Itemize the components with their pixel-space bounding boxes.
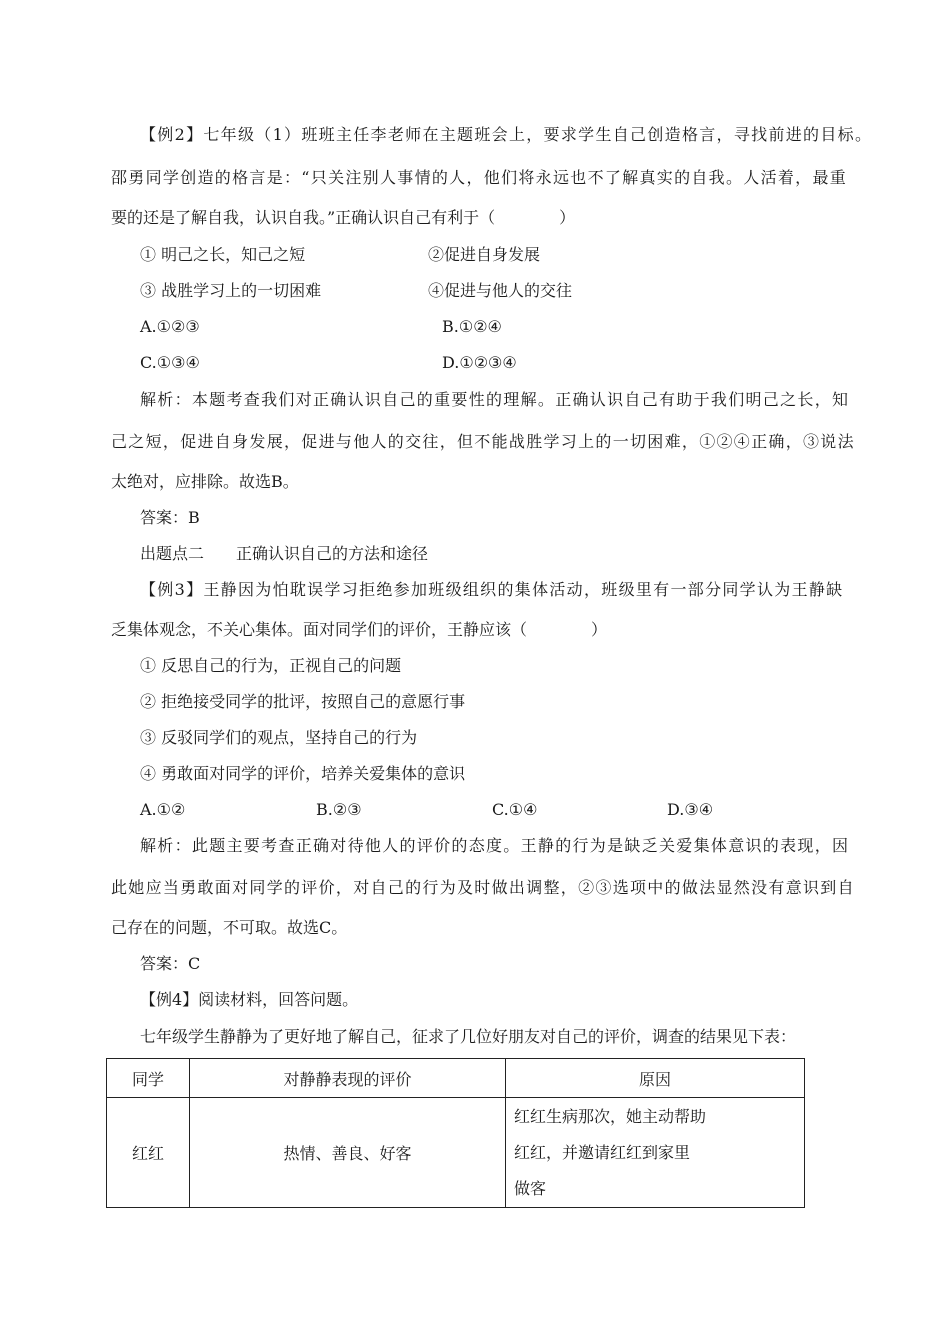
example2-analysis-line2: 己之短，促进自身发展，促进与他人的交往，但不能战胜学习上的一切困难，①②④正确，③说法 xyxy=(111,432,855,451)
example3-choice-b: B.②③ xyxy=(316,800,362,819)
reason-line: 做客 xyxy=(514,1178,547,1198)
section-label: 出题点二 xyxy=(140,544,205,563)
option-statement-4: ④促进与他人的交往 xyxy=(428,281,573,300)
table-row xyxy=(107,1098,805,1208)
example2-analysis-line3: 太绝对，应排除。故选B。 xyxy=(111,472,299,491)
example2-answer: 答案：B xyxy=(140,508,200,527)
section-title: 正确认识自己的方法和途径 xyxy=(236,544,429,563)
example3-choice-d: D.③④ xyxy=(667,800,714,819)
example2-question-line2: 邵勇同学创造的格言是：“只关注别人事情的人，他们将永远也不了解真实的自我。人活着，最重 xyxy=(111,168,848,187)
choice-a: A.①②③ xyxy=(140,317,200,336)
example3-analysis-line2: 此她应当勇敢面对同学的评价，对自己的行为及时做出调整，②③选项中的做法显然没有意识到自 xyxy=(111,878,855,897)
example3-choice-a: A.①② xyxy=(140,800,186,819)
example3-statement-4: ④ 勇敢面对同学的评价，培养关爱集体的意识 xyxy=(140,764,466,783)
example3-statement-2: ② 拒绝接受同学的批评，按照自己的意愿行事 xyxy=(140,692,466,711)
example3-question-line2: 乏集体观念，不关心集体。面对同学们的评价，王静应该（ ） xyxy=(111,620,608,639)
example4-title: 【例4】阅读材料，回答问题。 xyxy=(140,990,359,1009)
cell-classmate: 红红 xyxy=(107,1098,190,1208)
evaluation-table xyxy=(106,1058,805,1208)
example2-analysis-line1: 解析：本题考查我们对正确认识自己的重要性的理解。正确认识自己有助于我们明己之长，知 xyxy=(140,390,850,409)
example2-question-line1: 【例2】七年级（1）班班主任李老师在主题班会上，要求学生自己创造格言，寻找前进的目标。 xyxy=(140,125,873,144)
reason-line: 红红生病那次，她主动帮助 xyxy=(514,1106,707,1126)
example2-question-line3: 要的还是了解自我，认识自我。”正确认识自己有利于（ ） xyxy=(111,208,576,227)
cell-evaluation: 热情、善良、好客 xyxy=(190,1098,506,1208)
choice-d: D.①②③④ xyxy=(442,353,517,372)
choice-c: C.①③④ xyxy=(140,353,200,372)
example3-statement-1: ① 反思自己的行为，正视自己的问题 xyxy=(140,656,402,675)
option-statement-2: ②促进自身发展 xyxy=(428,245,541,264)
option-statement-3: ③ 战胜学习上的一切困难 xyxy=(140,281,322,300)
example3-question-line1: 【例3】王静因为怕耽误学习拒绝参加班级组织的集体活动，班级里有一部分同学认为王静缺 xyxy=(140,580,844,599)
example3-analysis-line3: 己存在的问题，不可取。故选C。 xyxy=(111,918,348,937)
header-classmate: 同学 xyxy=(107,1059,190,1098)
header-evaluation: 对静静表现的评价 xyxy=(190,1059,506,1098)
example3-analysis-line1: 解析：此题主要考查正确对待他人的评价的态度。王静的行为是缺乏关爱集体意识的表现，因 xyxy=(140,836,850,855)
example4-intro: 七年级学生静静为了更好地了解自己，征求了几位好朋友对自己的评价，调查的结果见下表： xyxy=(140,1027,797,1046)
option-statement-1: ① 明己之长，知己之短 xyxy=(140,245,306,264)
header-reason: 原因 xyxy=(506,1059,805,1098)
example3-answer: 答案：C xyxy=(140,954,201,973)
table-header-row xyxy=(107,1059,805,1098)
example3-choice-c: C.①④ xyxy=(492,800,538,819)
choice-b: B.①②④ xyxy=(442,317,502,336)
cell-reason xyxy=(506,1098,805,1208)
example3-statement-3: ③ 反驳同学们的观点，坚持自己的行为 xyxy=(140,728,418,747)
reason-line: 红红，并邀请红红到家里 xyxy=(514,1142,691,1162)
